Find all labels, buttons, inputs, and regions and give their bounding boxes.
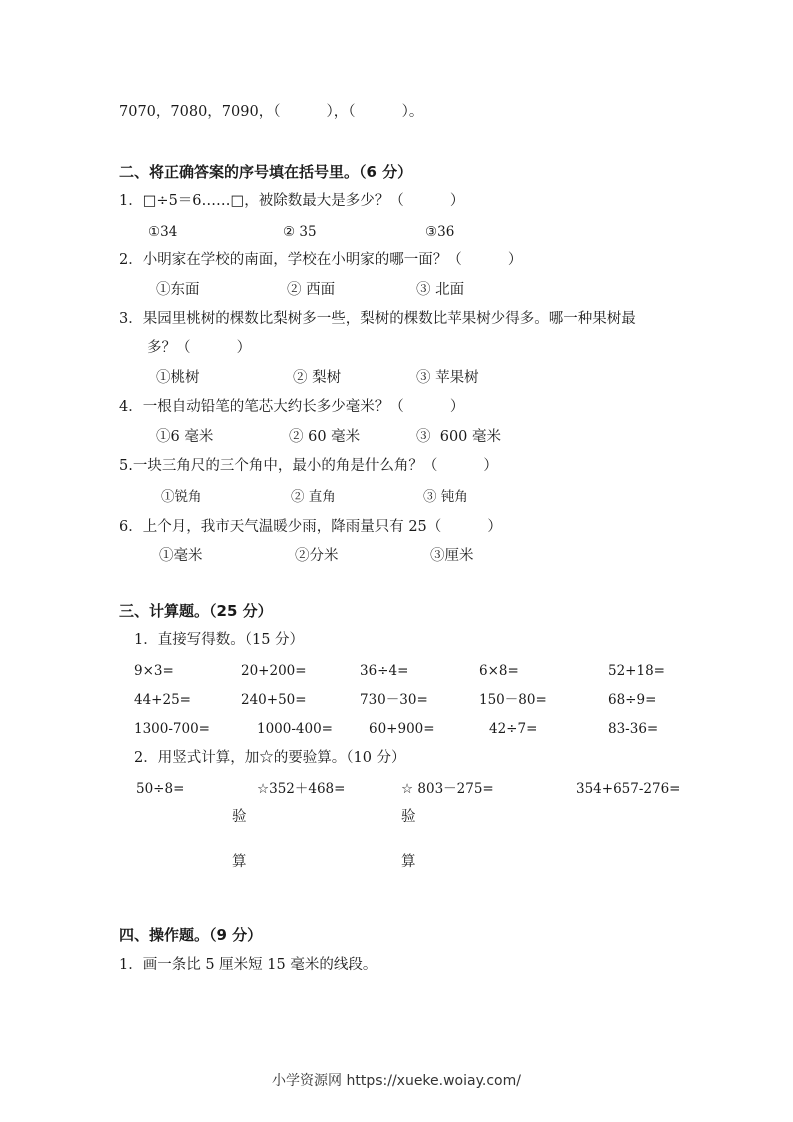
question-2-2: 2．小明家在学校的南面，学校在小明家的哪一面？（ ） — [119, 252, 523, 268]
question-2-3: 3．果园里桃树的棵数比梨树多一些，梨树的棵数比苹果树少得多。哪一种果树最 — [119, 311, 636, 327]
question-2-5: 5.一块三角尺的三个角中，最小的角是什么角？（ ） — [119, 458, 498, 474]
calc-r1-c2: 20+200= — [241, 663, 307, 679]
q2-2-option-2: ② 西面 — [287, 282, 336, 298]
section-3-part-1: 1．直接写得数。（15 分） — [134, 632, 305, 648]
q2-6-option-1: ①毫米 — [159, 548, 203, 564]
question-2-6: 6．上个月，我市天气温暖少雨，降雨量只有 25（ ） — [119, 519, 502, 535]
check-label-1b: 算 — [232, 854, 247, 870]
calc-r2-c3: 730－30= — [360, 692, 428, 708]
calc-r2-c1: 44+25= — [134, 692, 191, 708]
question-2-3-cont: 多？（ ） — [147, 340, 252, 356]
calc-r3-c2: 1000-400= — [257, 721, 333, 737]
vertical-calc-1: 50÷8= — [136, 781, 185, 797]
check-label-1a: 验 — [232, 809, 247, 825]
section-2-title: 二、将正确答案的序号填在括号里。（6 分） — [119, 163, 413, 181]
question-2-4: 4．一根自动铅笔的笔芯大约长多少毫米？（ ） — [119, 399, 465, 415]
q2-3-option-3: ③ 苹果树 — [416, 370, 479, 386]
calc-r1-c4: 6×8= — [479, 663, 519, 679]
q2-5-option-2: ② 直角 — [291, 489, 336, 505]
q2-1-option-2: ② 35 — [283, 224, 317, 240]
calc-r2-c4: 150－80= — [479, 692, 547, 708]
q2-1-option-3: ③36 — [425, 224, 455, 240]
calc-r2-c5: 68÷9= — [608, 692, 657, 708]
q2-4-option-1: ①6 毫米 — [156, 429, 214, 445]
check-label-2a: 验 — [401, 809, 416, 825]
vertical-calc-3: ☆ 803－275= — [401, 781, 494, 797]
calc-r2-c2: 240+50= — [241, 692, 307, 708]
q2-3-option-2: ② 梨树 — [293, 370, 342, 386]
check-label-2b: 算 — [401, 854, 416, 870]
section-4-title: 四、操作题。（9 分） — [119, 926, 263, 944]
section-4-question-1: 1．画一条比 5 厘米短 15 毫米的线段。 — [119, 957, 378, 973]
vertical-calc-2: ☆352＋468= — [257, 781, 346, 797]
q2-6-option-2: ②分米 — [295, 548, 339, 564]
sequence-question: 7070，7080，7090，（ ），（ ）。 — [119, 104, 424, 120]
calc-r1-c3: 36÷4= — [360, 663, 409, 679]
vertical-calc-4: 354+657-276= — [576, 781, 681, 797]
q2-1-option-1: ①34 — [148, 224, 178, 240]
q2-4-option-3: ③ 600 毫米 — [416, 429, 502, 445]
q2-4-option-2: ② 60 毫米 — [289, 429, 361, 445]
footer-watermark: 小学资源网 https://xueke.woiay.com/ — [272, 1073, 521, 1089]
calc-r3-c4: 42÷7= — [489, 721, 538, 737]
q2-5-option-1: ①锐角 — [161, 489, 202, 505]
q2-3-option-1: ①桃树 — [156, 370, 200, 386]
q2-2-option-1: ①东面 — [156, 282, 200, 298]
q2-5-option-3: ③ 钝角 — [423, 489, 468, 505]
question-2-1: 1．□÷5＝6……□，被除数最大是多少？（ ） — [119, 193, 465, 209]
section-3-part-2: 2．用竖式计算，加☆的要验算。（10 分） — [134, 750, 406, 766]
section-3-title: 三、计算题。（25 分） — [119, 602, 273, 620]
calc-r3-c5: 83-36= — [608, 721, 659, 737]
q2-6-option-3: ③厘米 — [430, 548, 474, 564]
calc-r1-c1: 9×3= — [134, 663, 174, 679]
calc-r3-c3: 60+900= — [369, 721, 435, 737]
calc-r1-c5: 52+18= — [608, 663, 665, 679]
q2-2-option-3: ③ 北面 — [416, 282, 465, 298]
calc-r3-c1: 1300-700= — [134, 721, 210, 737]
